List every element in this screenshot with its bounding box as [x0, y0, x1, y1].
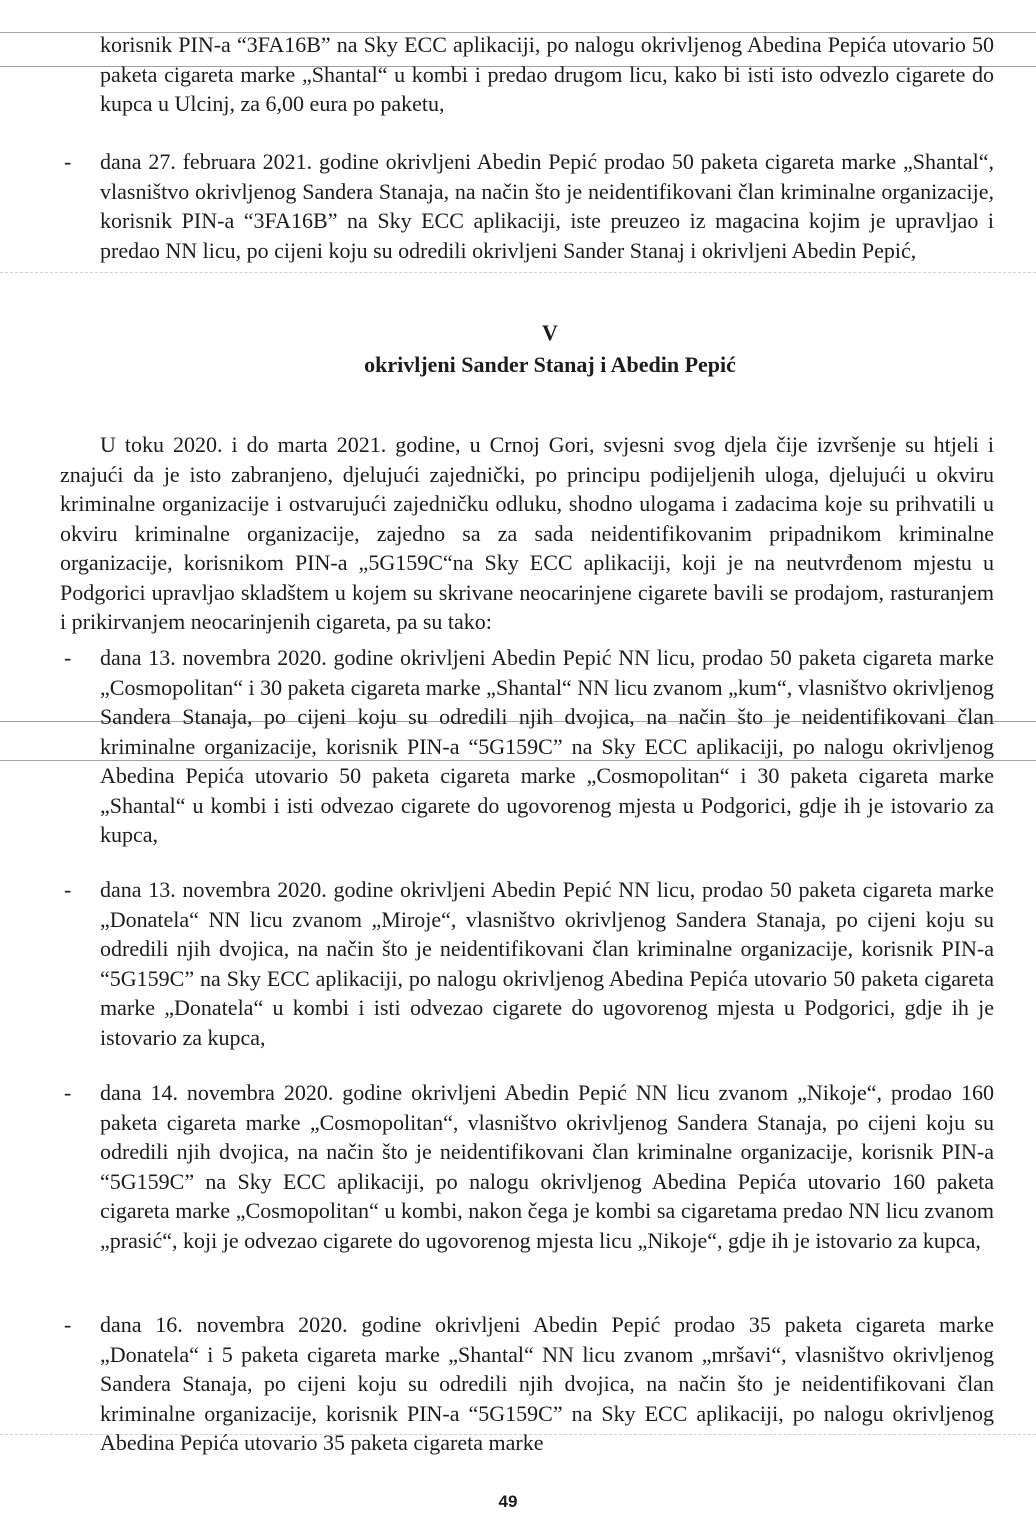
page-number: 49	[498, 1492, 518, 1511]
scan-artifact-line	[0, 272, 1036, 273]
section-number: V	[542, 320, 558, 345]
list-item: dana 16. novembra 2020. godine okrivljeni Abedin Pepić prodao 35 paketa cigareta marke „Donatela“ i 5 paketa cigareta marke „Shantal“ NN licu zvanom „mršavi“, vlasništvo okrivljenog Sandera Stanaja, po cijeni koju su odredili njih dvojica, na način što je neidentifikovani član kriminalne organizacije, korisnik PIN-a “5G159C” na Sky ECC aplikaciji, po nalogu okrivljenog Abedina Pepića utovario 35 paketa cigareta marke	[100, 1312, 994, 1455]
list-bullet: -	[64, 645, 72, 670]
list-bullet: -	[64, 877, 72, 902]
list-bullet: -	[64, 1312, 72, 1337]
list-bullet: -	[64, 149, 72, 174]
section-title: okrivljeni Sander Stanaj i Abedin Pepić	[364, 352, 736, 377]
continued-paragraph: korisnik PIN-a “3FA16B” na Sky ECC aplikaciji, po nalogu okrivljenog Abedina Pepića utovario 50 paketa cigareta marke „Shantal“ u kombi i predao drugom licu, kako bi isti isto odvezlo cigarete do kupca u Ulcinj, za 6,00 eura po paketu,	[100, 32, 994, 116]
intro-paragraph: U toku 2020. i do marta 2021. godine, u Crnoj Gori, svjesni svog djela čije izvršenje su htjeli i znajući da je isto zabranjeno, djelujući zajednički, po principu podijeljenih uloga, djelujući u okviru kriminalne organizacije i ostvarujući zajedničku odluku, shodno ulogama i zadacima koje su prihvatili u okviru kriminalne organizacije, zajedno sa za sada neidentifikovanim pripadnikom kriminalne organizacije, korisnikom PIN-a „5G159C“na Sky ECC aplikaciji, koji je na neutvrđenom mjestu u Podgorici upravljao skladštem u kojem su skrivane neocarinjene cigarete bavili se prodajom, rasturanjem i prikirvanjem neocarinjenih cigareta, pa su tako:	[60, 432, 994, 634]
list-item: dana 13. novembra 2020. godine okrivljeni Abedin Pepić NN licu, prodao 50 paketa cigareta marke „Donatela“ NN licu zvanom „Miroje“, vlasništvo okrivljenog Sandera Stanaja, po cijeni koju su odredili njih dvojica, na način što je neidentifikovani član kriminalne organizacije, korisnik PIN-a “5G159C” na Sky ECC aplikaciji, po nalogu okrivljenog Abedina Pepića utovario 50 paketa cigareta marke „Donatela“ u kombi i isti odvezao cigarete do ugovorenog mjesta u Podgorici, gdje ih je istovario za kupca,	[100, 877, 994, 1050]
list-item: dana 27. februara 2021. godine okrivljeni Abedin Pepić prodao 50 paketa cigareta marke „Shantal“, vlasništvo okrivljenog Sandera Stanaja, na način što je neidentifikovani član kriminalne organizacije, korisnik PIN-a “3FA16B” na Sky ECC aplikaciji, iste preuzeo iz magacina kojim je upravljao i predao NN licu, po cijeni koju su odredili okrivljeni Sander Stanaj i okrivljeni Abedin Pepić,	[100, 149, 994, 263]
list-item: dana 14. novembra 2020. godine okrivljeni Abedin Pepić NN licu zvanom „Nikoje“, prodao 160 paketa cigareta marke „Cosmopolitan“, vlasništvo okrivljenog Sandera Stanaja, po cijeni koju su odredili njih dvojica, na način što je neidentifikovani član kriminalne organizacije, korisnik PIN-a “5G159C” na Sky ECC aplikaciji, po nalogu okrivljenog Abedina Pepića utovario 160 paketa cigareta marke „Cosmopolitan“ u kombi, nakon čega je kombi sa cigaretama predao NN licu zvanom „prasić“, koji je odvezao cigarete do ugovorenog mjesta licu „Nikoje“, gdje ih je istovario za kupca,	[100, 1080, 994, 1253]
list-bullet: -	[64, 1080, 72, 1105]
list-item: dana 13. novembra 2020. godine okrivljeni Abedin Pepić NN licu, prodao 50 paketa cigareta marke „Cosmopolitan“ i 30 paketa cigareta marke „Shantal“ NN licu zvanom „kum“, vlasništvo okrivljenog Sandera Stanaja, po cijeni koju su odredili njih dvojica, na način što je neidentifikovani član kriminalne organizacije, korisnik PIN-a “5G159C” na Sky ECC aplikaciji, po nalogu okrivljenog Abedina Pepića utovario 50 paketa cigareta marke „Cosmopolitan“ i 30 paketa cigareta marke „Shantal“ u kombi i isti odvezao cigarete do ugovorenog mjesta u Podgorici, gdje ih je istovario za kupca,	[100, 645, 994, 847]
